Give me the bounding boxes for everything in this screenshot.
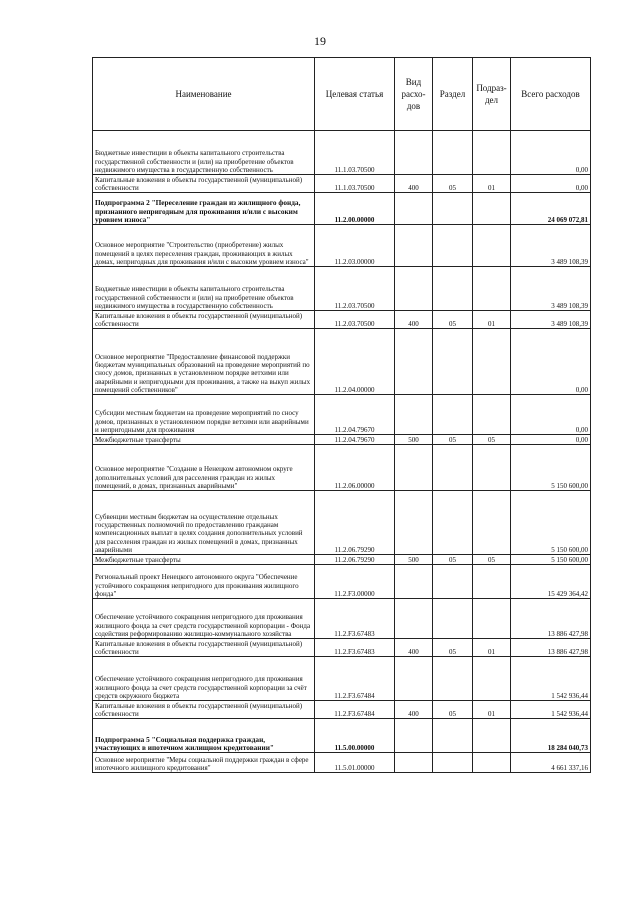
- cell-total: 1 542 936,44: [511, 701, 591, 719]
- cell-expense-type: 400: [395, 701, 433, 719]
- table-row: [93, 175, 591, 193]
- cell-target-code: 11.2.04.79670: [315, 435, 395, 445]
- cell-section: [433, 395, 473, 435]
- cell-expense-type: [395, 719, 433, 753]
- table-row: [93, 395, 591, 435]
- cell-section: [433, 445, 473, 491]
- cell-subsection: 05: [473, 555, 511, 565]
- table-row: [93, 719, 591, 753]
- header-name: Наименование: [93, 58, 315, 131]
- table-header-row: [93, 58, 591, 131]
- cell-name: Межбюджетные трансферты: [93, 435, 315, 445]
- cell-subsection: 01: [473, 175, 511, 193]
- cell-total: 0,00: [511, 395, 591, 435]
- header-target: Целевая статья: [315, 58, 395, 131]
- cell-target-code: 11.1.03.70500: [315, 175, 395, 193]
- cell-target-code: 11.2.03.00000: [315, 225, 395, 267]
- cell-expense-type: [395, 193, 433, 225]
- cell-target-code: 11.2.04.00000: [315, 329, 395, 395]
- table-row: [93, 445, 591, 491]
- table-row: [93, 701, 591, 719]
- header-subsection: Подраз-дел: [473, 58, 511, 131]
- cell-target-code: 11.2.03.70500: [315, 267, 395, 311]
- budget-table: [92, 57, 591, 773]
- cell-total: 18 284 040,73: [511, 719, 591, 753]
- cell-target-code: 11.5.01.00000: [315, 753, 395, 773]
- cell-total: 1 542 936,44: [511, 657, 591, 701]
- cell-target-code: 11.2.06.79290: [315, 491, 395, 555]
- cell-name: Подпрограмма 2 "Переселение граждан из жилищного фонда, признанного непригодным для проживания и/или с высоким уровнем износа": [93, 193, 315, 225]
- cell-target-code: 11.2.06.79290: [315, 555, 395, 565]
- cell-total: 5 150 600,00: [511, 445, 591, 491]
- cell-name: Основное мероприятие "Создание в Ненецком автономном округе дополнительных условий для расселения граждан из жилых помещений, в домах, признанных аварийными": [93, 445, 315, 491]
- table-row: [93, 267, 591, 311]
- cell-subsection: [473, 131, 511, 175]
- cell-section: [433, 657, 473, 701]
- cell-subsection: [473, 491, 511, 555]
- header-total: Всего расходов: [511, 58, 591, 131]
- cell-target-code: 11.2.F3.67484: [315, 657, 395, 701]
- cell-expense-type: 500: [395, 555, 433, 565]
- cell-subsection: [473, 395, 511, 435]
- cell-subsection: [473, 225, 511, 267]
- table-body: [93, 131, 591, 773]
- page-number: 19: [314, 34, 326, 48]
- cell-expense-type: [395, 491, 433, 555]
- cell-subsection: [473, 719, 511, 753]
- cell-target-code: 11.2.F3.67484: [315, 701, 395, 719]
- cell-section: [433, 753, 473, 773]
- cell-expense-type: [395, 225, 433, 267]
- cell-section: 05: [433, 175, 473, 193]
- cell-subsection: [473, 445, 511, 491]
- cell-name: Обеспечение устойчивого сокращения непригодного для проживания жилищного фонда за счет средств государственной корпорации за счёт средств окружного бюджета: [93, 657, 315, 701]
- cell-section: [433, 565, 473, 599]
- table-row: [93, 329, 591, 395]
- cell-expense-type: [395, 329, 433, 395]
- cell-subsection: [473, 753, 511, 773]
- cell-section: 05: [433, 311, 473, 329]
- cell-total: 0,00: [511, 435, 591, 445]
- cell-expense-type: [395, 395, 433, 435]
- cell-name: Капитальные вложения в объекты государственной (муниципальной) собственности: [93, 639, 315, 657]
- cell-subsection: [473, 329, 511, 395]
- table-row: [93, 311, 591, 329]
- cell-total: 24 069 072,81: [511, 193, 591, 225]
- cell-expense-type: [395, 131, 433, 175]
- cell-total: 13 886 427,98: [511, 599, 591, 639]
- cell-section: [433, 225, 473, 267]
- header-expense-type: Вид расхо-дов: [395, 58, 433, 131]
- cell-section: [433, 719, 473, 753]
- cell-target-code: 11.2.06.00000: [315, 445, 395, 491]
- cell-subsection: [473, 267, 511, 311]
- cell-name: Капитальные вложения в объекты государственной (муниципальной) собственности: [93, 175, 315, 193]
- cell-name: Бюджетные инвестиции в объекты капитального строительства государственной собственности и (или) на приобретение объектов недвижимого имущества в государственную собственность: [93, 131, 315, 175]
- cell-total: 15 429 364,42: [511, 565, 591, 599]
- table-row: [93, 555, 591, 565]
- cell-subsection: 05: [473, 435, 511, 445]
- cell-total: 3 489 108,39: [511, 267, 591, 311]
- cell-section: [433, 329, 473, 395]
- cell-subsection: [473, 657, 511, 701]
- cell-name: Капитальные вложения в объекты государственной (муниципальной) собственности: [93, 701, 315, 719]
- table-row: [93, 225, 591, 267]
- cell-name: Подпрограмма 5 "Социальная поддержка граждан, участвующих в ипотечном жилищном кредитовании": [93, 719, 315, 753]
- cell-section: [433, 193, 473, 225]
- cell-target-code: 11.2.04.79670: [315, 395, 395, 435]
- cell-target-code: 11.2.F3.00000: [315, 565, 395, 599]
- cell-expense-type: 400: [395, 639, 433, 657]
- cell-total: 5 150 600,00: [511, 555, 591, 565]
- cell-section: [433, 599, 473, 639]
- cell-target-code: 11.2.03.70500: [315, 311, 395, 329]
- table-row: [93, 657, 591, 701]
- cell-section: [433, 491, 473, 555]
- cell-name: Основное мероприятие "Меры социальной поддержки граждан в сфере ипотечного жилищного кредитования": [93, 753, 315, 773]
- cell-total: 5 150 600,00: [511, 491, 591, 555]
- cell-name: Бюджетные инвестиции в объекты капитального строительства государственной собственности и (или) на приобретение объектов недвижимого имущества в государственную собственность: [93, 267, 315, 311]
- cell-subsection: 01: [473, 639, 511, 657]
- cell-total: 3 489 108,39: [511, 225, 591, 267]
- cell-name: Субсидии местным бюджетам на проведение мероприятий по сносу домов, признанных в установленном порядке ветхими или аварийными и непригодными для проживания: [93, 395, 315, 435]
- cell-target-code: 11.5.00.00000: [315, 719, 395, 753]
- cell-subsection: [473, 193, 511, 225]
- cell-target-code: 11.1.03.70500: [315, 131, 395, 175]
- table-row: [93, 599, 591, 639]
- cell-expense-type: [395, 599, 433, 639]
- cell-section: 05: [433, 639, 473, 657]
- cell-expense-type: [395, 565, 433, 599]
- table-row: [93, 435, 591, 445]
- cell-subsection: [473, 599, 511, 639]
- cell-total: 3 489 108,39: [511, 311, 591, 329]
- table-row: [93, 491, 591, 555]
- table-row: [93, 639, 591, 657]
- cell-expense-type: [395, 267, 433, 311]
- cell-name: Субвенции местным бюджетам на осуществление отдельных государственных полномочий по предоставлению гражданам компенсационных выплат в целях создания дополнительных условий для расселения граждан из жилых помещений в домах, признанных аварийными: [93, 491, 315, 555]
- cell-expense-type: [395, 445, 433, 491]
- header-section: Раздел: [433, 58, 473, 131]
- cell-expense-type: 400: [395, 311, 433, 329]
- cell-target-code: 11.2.F3.67483: [315, 599, 395, 639]
- cell-subsection: 01: [473, 701, 511, 719]
- cell-name: Межбюджетные трансферты: [93, 555, 315, 565]
- cell-name: Региональный проект Ненецкого автономного округа "Обеспечение устойчивого сокращения непригодного для проживания жилищного фонда": [93, 565, 315, 599]
- cell-section: [433, 267, 473, 311]
- cell-target-code: 11.2.00.00000: [315, 193, 395, 225]
- table-row: [93, 565, 591, 599]
- cell-expense-type: 400: [395, 175, 433, 193]
- cell-total: 0,00: [511, 329, 591, 395]
- cell-section: 05: [433, 435, 473, 445]
- table-row: [93, 753, 591, 773]
- cell-total: 0,00: [511, 175, 591, 193]
- cell-name: Основное мероприятие "Строительство (приобретение) жилых помещений в целях переселения граждан, проживающих в жилых домах, непригодных для проживания и/или с высоким уровнем износа": [93, 225, 315, 267]
- cell-total: 4 661 337,16: [511, 753, 591, 773]
- cell-subsection: 01: [473, 311, 511, 329]
- cell-section: 05: [433, 701, 473, 719]
- cell-total: 13 886 427,98: [511, 639, 591, 657]
- cell-section: 05: [433, 555, 473, 565]
- cell-total: 0,00: [511, 131, 591, 175]
- cell-subsection: [473, 565, 511, 599]
- cell-name: Обеспечение устойчивого сокращения непригодного для проживания жилищного фонда за счет средств государственной корпорации - Фонда содействия реформированию жилищно-коммунального хозяйства: [93, 599, 315, 639]
- table-row: [93, 131, 591, 175]
- cell-name: Основное мероприятие "Предоставление финансовой поддержки бюджетам муниципальных образований на проведение мероприятий по сносу домов, признанных в установленном порядке ветхими или аварийными и непригодными для проживания, а также на выкуп жилых помещений собственников": [93, 329, 315, 395]
- cell-section: [433, 131, 473, 175]
- cell-expense-type: 500: [395, 435, 433, 445]
- cell-expense-type: [395, 753, 433, 773]
- cell-target-code: 11.2.F3.67483: [315, 639, 395, 657]
- cell-expense-type: [395, 657, 433, 701]
- cell-name: Капитальные вложения в объекты государственной (муниципальной) собственности: [93, 311, 315, 329]
- table-row: [93, 193, 591, 225]
